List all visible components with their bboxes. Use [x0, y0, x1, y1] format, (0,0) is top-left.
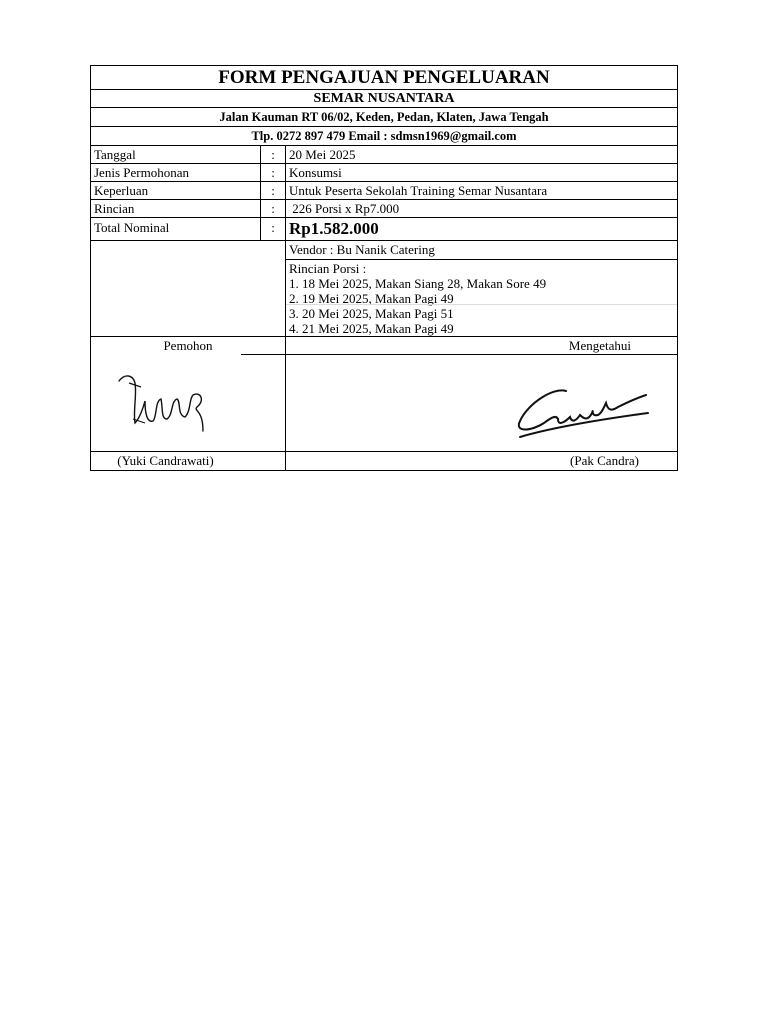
applicant-column — [91, 337, 286, 470]
field-label: Rincian — [91, 200, 261, 217]
divider — [286, 304, 677, 305]
list-item: 3. 20 Mei 2025, Makan Pagi 51 — [289, 306, 454, 321]
field-row-total — [91, 218, 677, 241]
signature-section — [91, 337, 677, 470]
approver-label: Mengetahui — [568, 337, 631, 353]
field-colon: : — [261, 182, 286, 199]
applicant-signature-area — [241, 354, 285, 451]
field-label: Jenis Permohonan — [91, 164, 261, 181]
company-contact: Tlp. 0272 897 479 Email : sdmsn1969@gmail.com — [251, 128, 517, 143]
porsi-title: Rincian Porsi : — [289, 261, 367, 276]
total-nominal-value: Rp1.582.000 — [289, 219, 379, 238]
applicant-signature — [111, 361, 231, 441]
approver-name: (Pak Candra) — [286, 451, 677, 470]
applicant-name: (Yuki Candrawati) — [91, 451, 285, 470]
applicant-label: Pemohon — [163, 337, 213, 353]
list-item: 1. 18 Mei 2025, Makan Siang 28, Makan Sore 49 — [289, 276, 547, 291]
contact-row — [91, 127, 677, 146]
field-value: 226 Porsi x Rp7.000 — [289, 200, 400, 216]
detail-cell — [286, 241, 677, 336]
vendor-line: Vendor : Bu Nanik Catering — [286, 241, 677, 260]
approver-signature — [514, 381, 664, 451]
company-address: Jalan Kauman RT 06/02, Keden, Pedan, Klaten, Jawa Tengah — [219, 109, 549, 124]
field-colon: : — [261, 146, 286, 163]
form-title-row — [91, 66, 677, 90]
company-name: SEMAR NUSANTARA — [313, 90, 455, 106]
form-title: FORM PENGAJUAN PENGELUARAN — [218, 66, 550, 88]
field-label: Total Nominal — [91, 218, 261, 240]
list-item: 4. 21 Mei 2025, Makan Pagi 49 — [289, 321, 454, 336]
field-label: Keperluan — [91, 182, 261, 199]
porsi-list — [286, 260, 677, 336]
detail-section — [91, 241, 677, 337]
field-value: Konsumsi — [289, 164, 342, 180]
field-value: 20 Mei 2025 — [289, 146, 356, 162]
list-item: 2. 19 Mei 2025, Makan Pagi 49 — [289, 291, 454, 306]
field-colon: : — [261, 218, 286, 240]
address-row — [91, 108, 677, 127]
field-row-keperluan — [91, 182, 677, 200]
field-row-rincian — [91, 200, 677, 218]
approver-signature-area — [286, 354, 677, 451]
detail-empty-cell — [91, 241, 286, 336]
field-row-tanggal — [91, 146, 677, 164]
field-row-jenis — [91, 164, 677, 182]
approver-column — [286, 337, 677, 470]
field-label: Tanggal — [91, 146, 261, 163]
company-row — [91, 90, 677, 108]
field-colon: : — [261, 200, 286, 217]
field-value: Untuk Peserta Sekolah Training Semar Nusantara — [289, 182, 548, 198]
expense-form — [90, 65, 678, 471]
field-colon: : — [261, 164, 286, 181]
